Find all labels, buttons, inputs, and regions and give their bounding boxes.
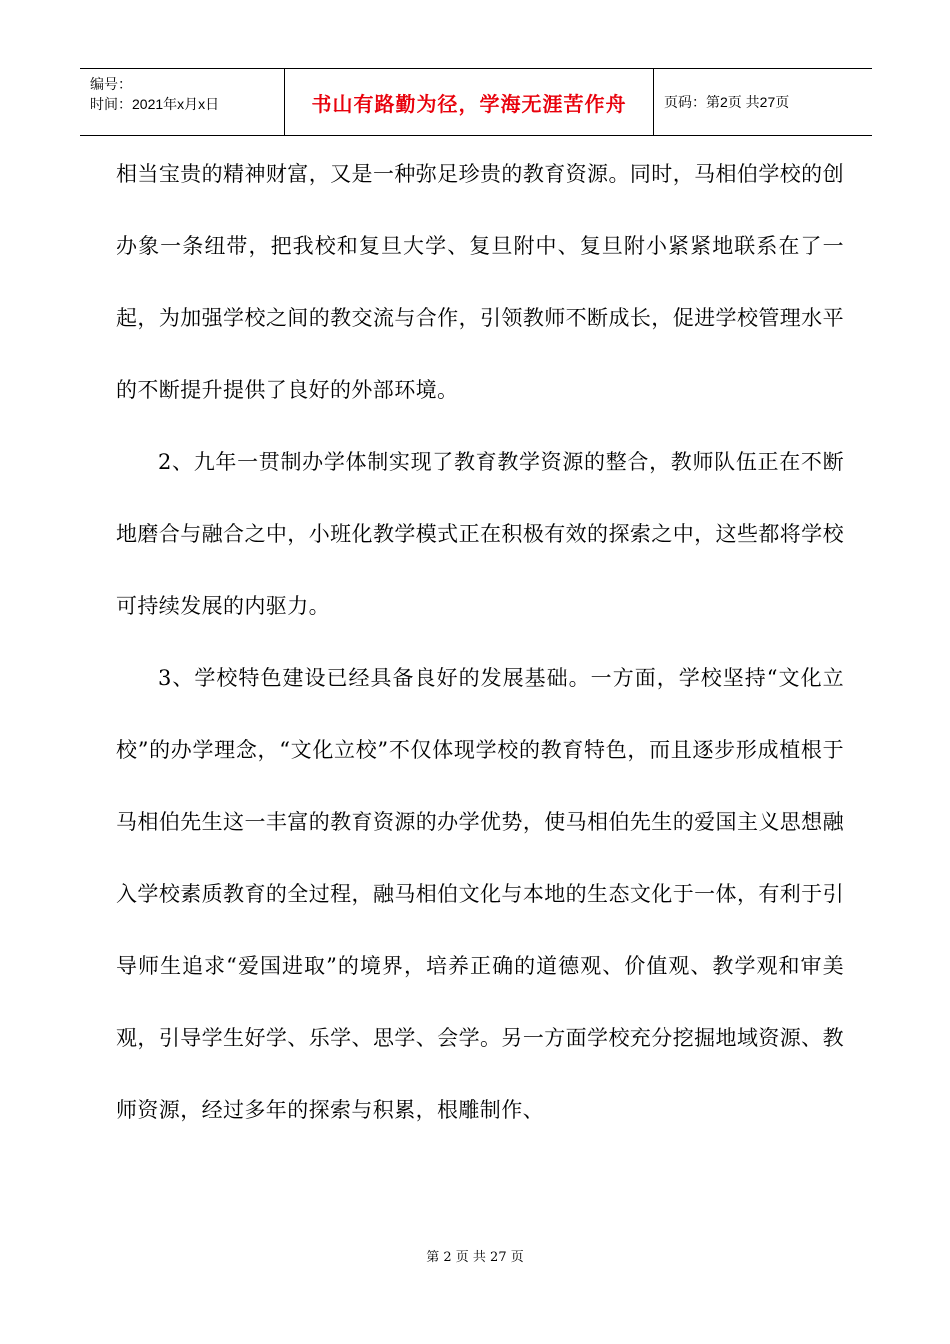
code-label: 编号： [90,76,132,92]
header-motto: 书山有路勤为径，学海无涯苦作舟 [284,69,654,135]
page-footer: 第 2 页 共 27 页 [426,1250,524,1265]
header-page-info: 页码：第2页 共27页 [664,94,790,110]
paragraph-2: 2、九年一贯制办学体制实现了教育教学资源的整合，教师队伍正在不断地磨合与融合之中，小班化教学模式正在积极有效的探索之中，这些都将学校可持续发展的内驱力。 [116,450,844,618]
paragraph-3: 3、学校特色建设已经具备良好的发展基础。一方面，学校坚持“文化立校”的办学理念，“文化立校”不仅体现学校的教育特色，而且逐步形成植根于马相伯先生这一丰富的教育资源的办学优势，使马相伯先生的爱国主义思想融入学校素质教育的全过程，融马相伯文化与本地的生态文化于一体，有利于引导师生追求“爱国进取”的境界，培养正确的道德观、价值观、教学观和审美观，引导学生好学、乐学、思学、会学。另一方面学校充分挖掘地域资源、教师资源，经过多年的探索与积累，根雕制作、 [116,666,844,1122]
paragraph-1: 相当宝贵的精神财富，又是一种弥足珍贵的教育资源。同时，马相伯学校的创办象一条纽带，把我校和复旦大学、复旦附中、复旦附小紧紧地联系在了一起，为加强学校之间的教交流与合作，引领教师不断成长，促进学校管理水平的不断提升提供了良好的外部环境。 [116,162,844,402]
document-body [116,138,844,1146]
time-label: 时间：2021年x月x日 [90,96,220,112]
header-meta [80,69,284,135]
page-header [80,68,872,136]
